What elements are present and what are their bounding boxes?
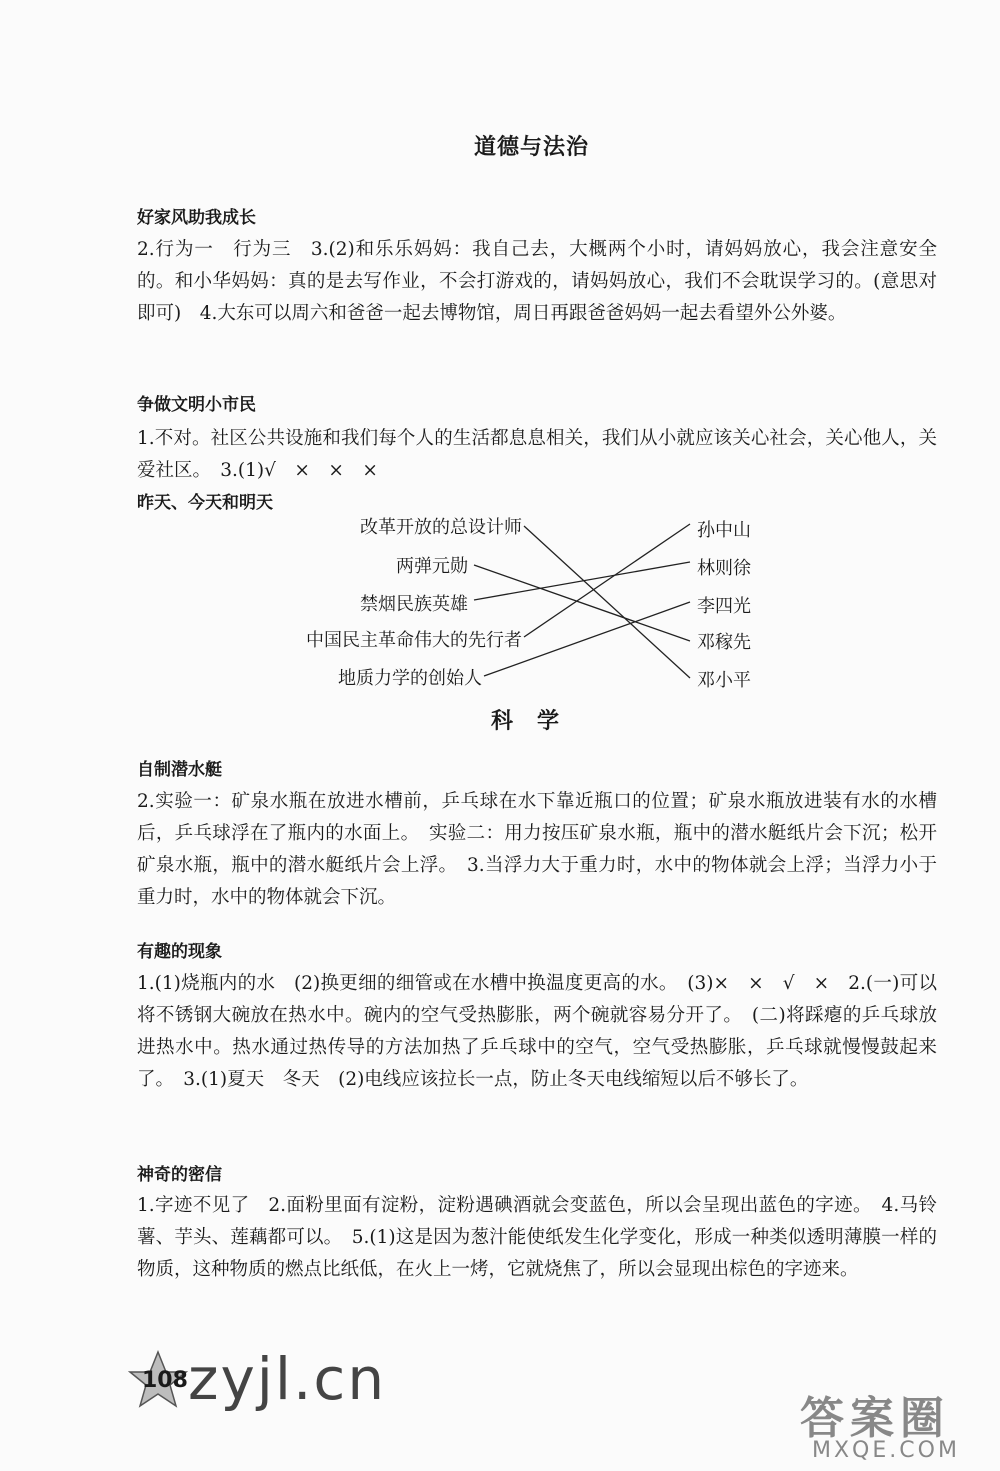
match-right-item: 李四光 [697, 596, 751, 617]
page-number: 108 [142, 1368, 188, 1393]
match-line [474, 562, 690, 600]
heading-interesting-phenomena: 有趣的现象 [137, 942, 222, 962]
match-left-item: 中国民主革命伟大的先行者 [306, 630, 522, 651]
section-title-morality: 道德与法治 [474, 135, 590, 160]
answer-civilized-citizen: 1.不对。社区公共设施和我们每个人的生活都息息相关，我们从小就应该关心社会，关心他人，关爱社区。 3.(1)√ × × × [137, 428, 937, 481]
match-line [524, 526, 690, 678]
watermark-left: zyjl.cn [188, 1345, 387, 1413]
answer-magic-secret-letter: 1.字迹不见了 2.面粉里面有淀粉，淀粉遇碘酒就会变蓝色，所以会呈现出蓝色的字迹。 4.马铃薯、芋头、莲藕都可以。 5.(1)这是因为葱汁能使纸发生化学变化，形成一种类似透明薄膜一样的物质，这种物质的燃点比纸低，在火上一烤，它就烧焦了，所以会显现出棕色的字迹来。 [137, 1195, 937, 1280]
heading-homemade-submarine: 自制潜水艇 [137, 760, 222, 780]
heading-magic-secret-letter: 神奇的密信 [137, 1165, 222, 1185]
match-line [474, 565, 690, 641]
match-right-item: 孙中山 [697, 520, 751, 541]
answer-homemade-submarine: 2.实验一：矿泉水瓶在放进水槽前，乒乓球在水下靠近瓶口的位置；矿泉水瓶放进装有水的水槽后，乒乓球浮在了瓶内的水面上。 实验二：用力按压矿泉水瓶，瓶中的潜水艇纸片会下沉；松开矿泉水瓶，瓶中的潜水艇纸片会上浮。 3.当浮力大于重力时，水中的物体就会上浮；当浮力小于重力时，水中的物体就会下沉。 [137, 791, 937, 908]
watermark-right-domain: MXQE.COM [812, 1438, 960, 1463]
match-right-item: 林则徐 [697, 558, 751, 579]
match-left-item: 改革开放的总设计师 [360, 517, 522, 538]
answer-family-tradition: 2.行为一 行为三 3.(2)和乐乐妈妈：我自己去，大概两个小时，请妈妈放心，我会注意安全的。和小华妈妈：真的是去写作业，不会打游戏的，请妈妈放心，我们不会耽误学习的。(意思对即可) 4.大东可以周六和爸爸一起去博物馆，周日再跟爸爸妈妈一起去看望外公外婆。 [137, 239, 937, 324]
match-left-item: 禁烟民族英雄 [360, 594, 468, 615]
match-left-item: 地质力学的创始人 [338, 668, 482, 689]
heading-civilized-citizen: 争做文明小市民 [137, 395, 256, 415]
watermark-right: 答案圈 [800, 1393, 950, 1444]
match-right-item: 邓小平 [697, 670, 751, 691]
heading-yesterday-today-tomorrow: 昨天、今天和明天 [137, 493, 273, 513]
match-line [484, 602, 690, 676]
matching-lines [0, 0, 1000, 720]
match-right-item: 邓稼先 [697, 632, 751, 653]
answer-interesting-phenomena: 1.(1)烧瓶内的水 (2)换更细的细管或在水槽中换温度更高的水。 (3)× × √ × 2.(一)可以将不锈钢大碗放在热水中。碗内的空气受热膨胀，两个碗就容易分开了。 (二)将踩瘪的乒乓球放进热水中。热水通过热传导的方法加热了乒乓球中的空气，空气受热膨胀，乒乓球就慢慢鼓起来了。 3.(1)夏天 冬天 (2)电线应该拉长一点，防止冬天电线缩短以后不够长了。 [137, 973, 937, 1090]
match-line [524, 524, 690, 637]
match-left-item: 两弹元勋 [396, 556, 468, 577]
heading-family-tradition: 好家风助我成长 [137, 208, 256, 228]
section-title-science: 科 学 [491, 709, 561, 734]
